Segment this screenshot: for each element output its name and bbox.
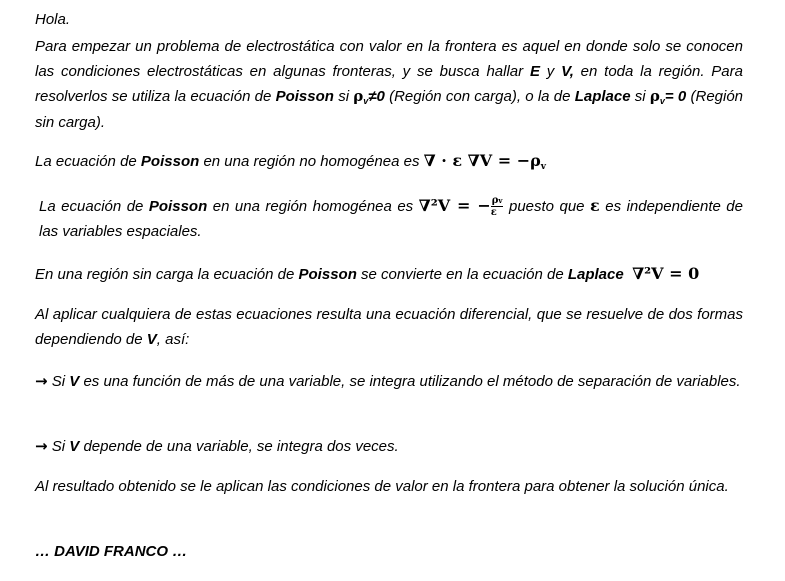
nonhomogeneous-paragraph: La ecuación de Poisson en una región no homogénea es ∇ · ε ∇V = −ρv: [35, 151, 546, 172]
case-multiple-variables: → Si V es una función de más de una variable, se integra utilizando el método de separación de variables.: [35, 372, 741, 390]
result-paragraph: Al resultado obtenido se le aplican las condiciones de valor en la frontera para obtener la solución única.: [35, 478, 729, 495]
apply-paragraph: Al aplicar cualquiera de estas ecuaciones resulta una ecuación diferencial, que se resuelve de dos formas dependiendo de V, así:: [35, 306, 743, 348]
poisson-term: Poisson: [275, 88, 334, 105]
potential-V: V,: [561, 62, 574, 80]
laplace-equation: ∇²V = 0: [632, 264, 700, 283]
poisson-condition: $\rho_v\ne 0$: [353, 87, 385, 106]
case-single-variable: → Si V depende de una variable, se integra dos veces.: [35, 437, 399, 455]
intro-paragraph: Para empezar un problema de electrostática con valor en la frontera es aquel en donde solo se conocen las condiciones electrostáticas en algunas fronteras, y se busca hallar E y V, en toda la región. Para resolverlos se utiliza la ecuación de Poisson si $\rho_v\ne 0$ (Región con carga), o la de Laplace si $\rho_v= 0$ (Región sin carga).: [35, 38, 744, 131]
laplace-term: Laplace: [574, 88, 631, 105]
laplace-paragraph: En una región sin carga la ecuación de Poisson se convierte en la ecuación de Laplace ∇²V = 0: [35, 264, 700, 283]
signature: … DAVID FRANCO …: [35, 543, 188, 560]
field-E: E: [529, 62, 540, 80]
arrow-right-icon: →: [35, 437, 48, 455]
rho-over-epsilon-fraction: $\frac{\rho v}{\varepsilon}$: [490, 195, 503, 218]
homogeneous-paragraph: La ecuación de Poisson en una región homogénea es ∇²V = − $\frac{\rho v}{\varepsilon}$ puesto que ε es independiente de las variables espaciales.: [39, 195, 743, 240]
greeting: Hola.: [35, 11, 71, 28]
laplace-condition: $\rho_v= 0$: [649, 87, 687, 106]
poisson-nonhomogeneous-equation: ∇ · ε ∇V = −ρv: [423, 151, 546, 172]
poisson-homogeneous-equation: ∇²V = − $\frac{\rho v}{\varepsilon}$: [418, 195, 503, 218]
arrow-right-icon: →: [35, 372, 48, 390]
